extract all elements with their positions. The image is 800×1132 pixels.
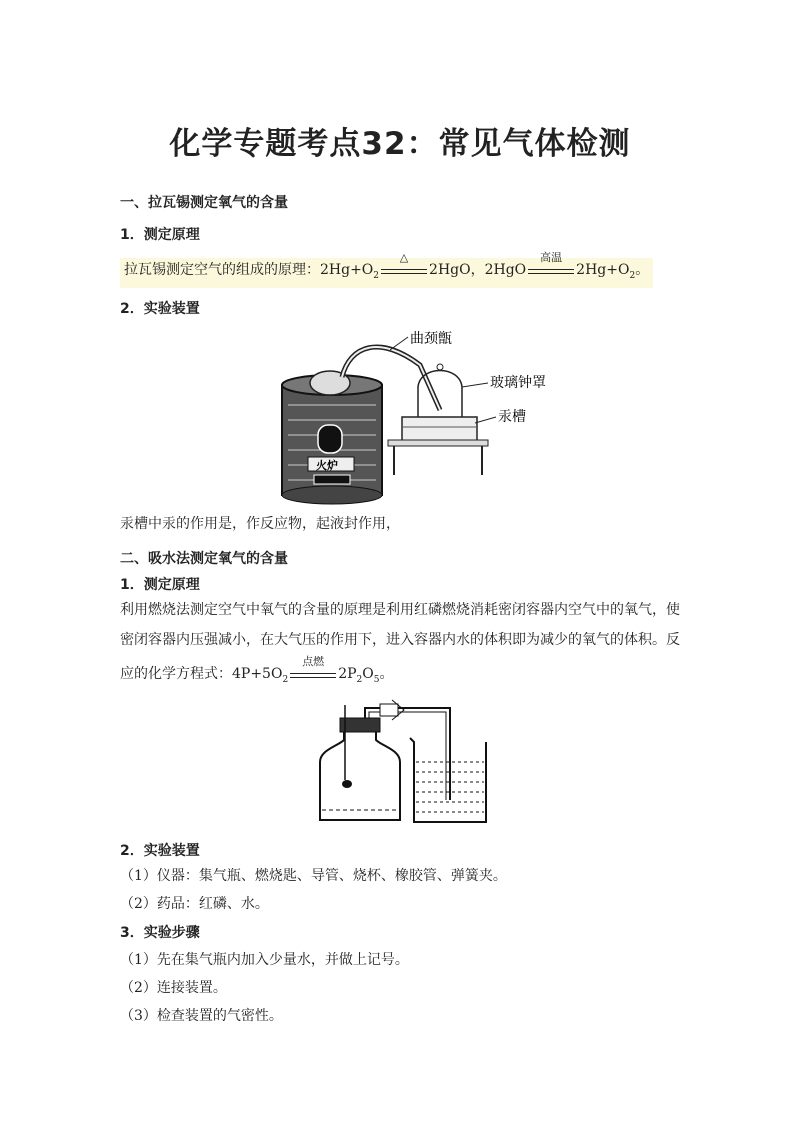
section2-heading: 二、吸水法测定氧气的含量: [120, 551, 288, 567]
section1-heading: 一、拉瓦锡测定氧气的含量: [120, 195, 288, 211]
section2-sub2: 2．实验装置: [120, 843, 200, 859]
eq-condition: 点燃: [302, 655, 325, 668]
section2-para1: 利用燃烧法测定空气中氧气的含量的原理是利用红磷燃烧消耗密闭容器内空气中的氧气，使: [120, 602, 680, 618]
principle-line: 拉瓦锡测定空气的组成的原理：$2Hg+O_2$ △ 2HgO，2HgO 高温 $2Hg+O_2$。: [120, 258, 653, 288]
eq2-condition: 高温: [540, 251, 563, 264]
eq-prefix: 应的化学方程式：: [120, 666, 232, 682]
page-title: 化学专题考点32：常见气体检测: [169, 126, 631, 162]
eq2-arrow: [528, 251, 574, 280]
principle-prefix: 拉瓦锡测定空气的组成的原理：: [124, 262, 320, 278]
eq-left: 4P+5O: [232, 666, 283, 682]
section2-sub3: 3．实验步骤: [120, 925, 200, 941]
apparatus-item2: （2）药品：红磷、水。: [120, 896, 269, 912]
section2-para2: 密闭容器内压强减小，在大气压的作用下，进入容器内水的体积即为减少的氧气的体积。反: [120, 632, 680, 648]
label-trough: 汞槽: [498, 409, 526, 425]
label-bell-jar: 玻璃钟罩: [490, 375, 546, 391]
lavoisier-apparatus-figure: [270, 325, 546, 505]
mercury-role-text: 汞槽中汞的作用是，作反应物，起液封作用，: [120, 516, 400, 532]
eq2-right: 2Hg+O: [576, 262, 630, 278]
eq1-right: 2HgO，: [429, 262, 485, 278]
eq1-arrow: [381, 251, 427, 280]
gas-bottle: [320, 730, 400, 820]
phosphorus-apparatus-figure: [310, 700, 500, 830]
eq1-left: 2Hg+O: [320, 262, 374, 278]
eq1-condition: △: [399, 251, 409, 264]
label-furnace: 火炉: [316, 459, 338, 472]
eq-arrow: [290, 655, 336, 684]
eq2-left: 2HgO: [484, 262, 527, 278]
step2: （2）连接装置。: [120, 980, 227, 996]
mercury-trough: [402, 417, 477, 441]
section1-sub2: 2．实验装置: [120, 301, 200, 317]
step3: （3）检查装置的气密性。: [120, 1008, 283, 1024]
label-retort: 曲颈甑: [410, 331, 452, 347]
apparatus-item1: （1）仪器：集气瓶、燃烧匙、导管、烧杯、橡胶管、弹簧夹。: [120, 868, 507, 884]
beaker: [410, 738, 486, 822]
eq-right: 2P: [338, 666, 357, 682]
section2-equation-line: 应的化学方程式：$4P+5O_2$ 点燃 $2P_2O_5$。: [120, 664, 393, 690]
section2-sub1: 1．测定原理: [120, 577, 200, 593]
step1: （1）先在集气瓶内加入少量水，并做上记号。: [120, 952, 409, 968]
section1-sub1: 1．测定原理: [120, 227, 200, 243]
